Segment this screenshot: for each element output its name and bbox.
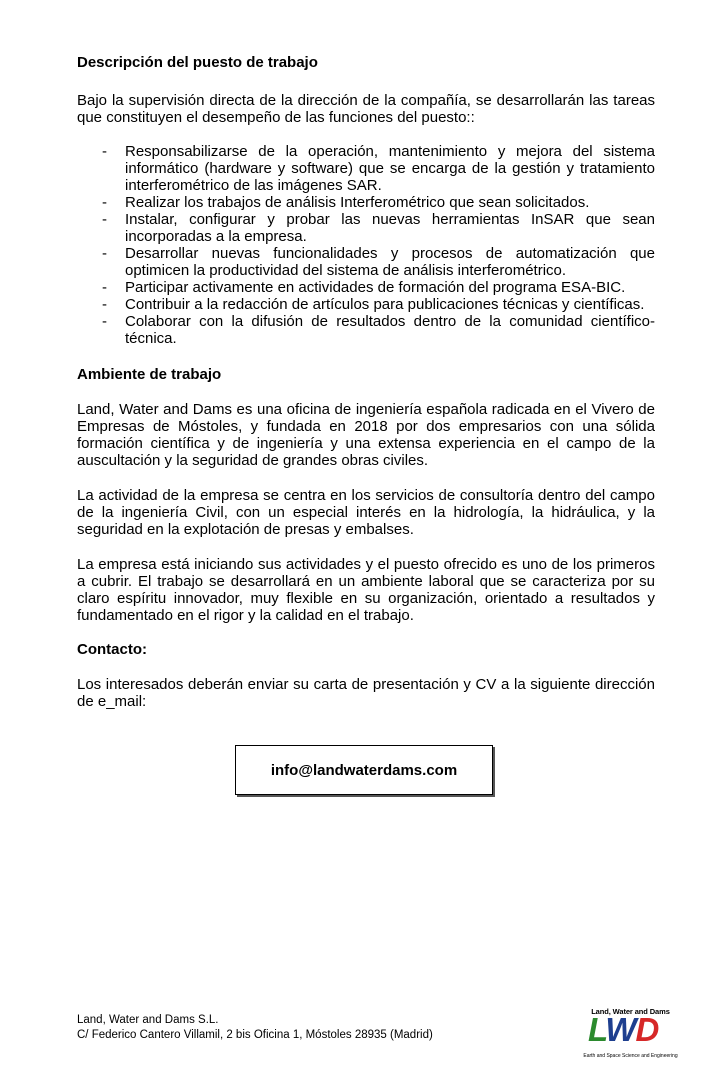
list-item: - Colaborar con la difusión de resultados dentro de la comunidad científico-técnica.: [102, 313, 655, 347]
work-environment-paragraph-3: La empresa está iniciando sus actividades y el puesto ofrecido es uno de los primeros a cubrir. El trabajo se desarrollará en un ambiente laboral que se caracteriza por su claro espíritu innovador, muy flexible en su organización, orientado a resultados y fundamentado en el rigor y la calidad en el trabajo.: [77, 556, 655, 624]
task-list: [77, 143, 655, 347]
bullet-dash: -: [102, 211, 107, 228]
bullet-dash: -: [102, 279, 107, 296]
email-address-box[interactable]: [235, 745, 493, 795]
logo-letter-d: D: [635, 1011, 659, 1048]
footer: [77, 1013, 433, 1043]
footer-company-name: Land, Water and Dams S.L.: [77, 1014, 219, 1026]
list-item: - Participar activamente en actividades de formación del programa ESA-BIC.: [102, 279, 626, 296]
contact-heading: Contacto:: [77, 641, 147, 658]
job-description-heading: Descripción del puesto de trabajo: [77, 54, 318, 71]
bullet-dash: -: [102, 313, 107, 330]
email-address[interactable]: info@landwaterdams.com: [270, 761, 458, 779]
logo-mark: [588, 1012, 658, 1048]
list-item: - Desarrollar nuevas funcionalidades y procesos de automatización que optimicen la productividad del sistema de análisis interferométrico.: [102, 245, 655, 279]
list-item: - Realizar los trabajos de análisis Interferométrico que sean solicitados.: [102, 194, 590, 211]
work-environment-heading: Ambiente de trabajo: [77, 366, 222, 383]
logo-letter-l: L: [588, 1011, 606, 1048]
bullet-dash: -: [102, 245, 107, 262]
footer-address: C/ Federico Cantero Villamil, 2 bis Oficina 1, Móstoles 28935 (Madrid): [77, 1029, 433, 1041]
bullet-dash: -: [102, 296, 107, 313]
work-environment-paragraph-2: La actividad de la empresa se centra en los servicios de consultoría dentro del campo de la ingeniería Civil, con un especial interés en la hidrología, la hidráulica, y la seguridad en la explotación de presas y embalses.: [77, 487, 655, 538]
list-item: - Contribuir a la redacción de artículos para publicaciones técnicas y científicas.: [102, 296, 645, 313]
bullet-dash: -: [102, 143, 107, 160]
logo-top-text: Land, Water and Dams: [591, 1007, 670, 1016]
logo-bottom-text: Earth and Space Science and Engineering: [583, 1053, 678, 1059]
list-item: - Responsabilizarse de la operación, mantenimiento y mejora del sistema informático (hardware y software) que se encarga de la gestión y tratamiento interferométrico de las imágenes SAR.: [102, 143, 655, 194]
list-item: - Instalar, configurar y probar las nuevas herramientas InSAR que sean incorporadas a la empresa.: [102, 211, 655, 245]
contact-text: Los interesados deberán enviar su carta de presentación y CV a la siguiente dirección de e_mail:: [77, 676, 655, 710]
logo-letter-w: W: [605, 1011, 636, 1048]
job-description-intro: Bajo la supervisión directa de la dirección de la compañía, se desarrollarán las tareas que constituyen el desempeño de las funciones del puesto::: [77, 92, 655, 126]
company-logo: [583, 1003, 678, 1059]
bullet-dash: -: [102, 194, 107, 211]
work-environment-paragraph-1: Land, Water and Dams es una oficina de ingeniería española radicada en el Vivero de Empresas de Móstoles, y fundada en 2018 por dos empresarios con una sólida formación científica y de ingeniería y una extensa experiencia en el campo de la auscultación y la seguridad de grandes obras civiles.: [77, 401, 655, 469]
